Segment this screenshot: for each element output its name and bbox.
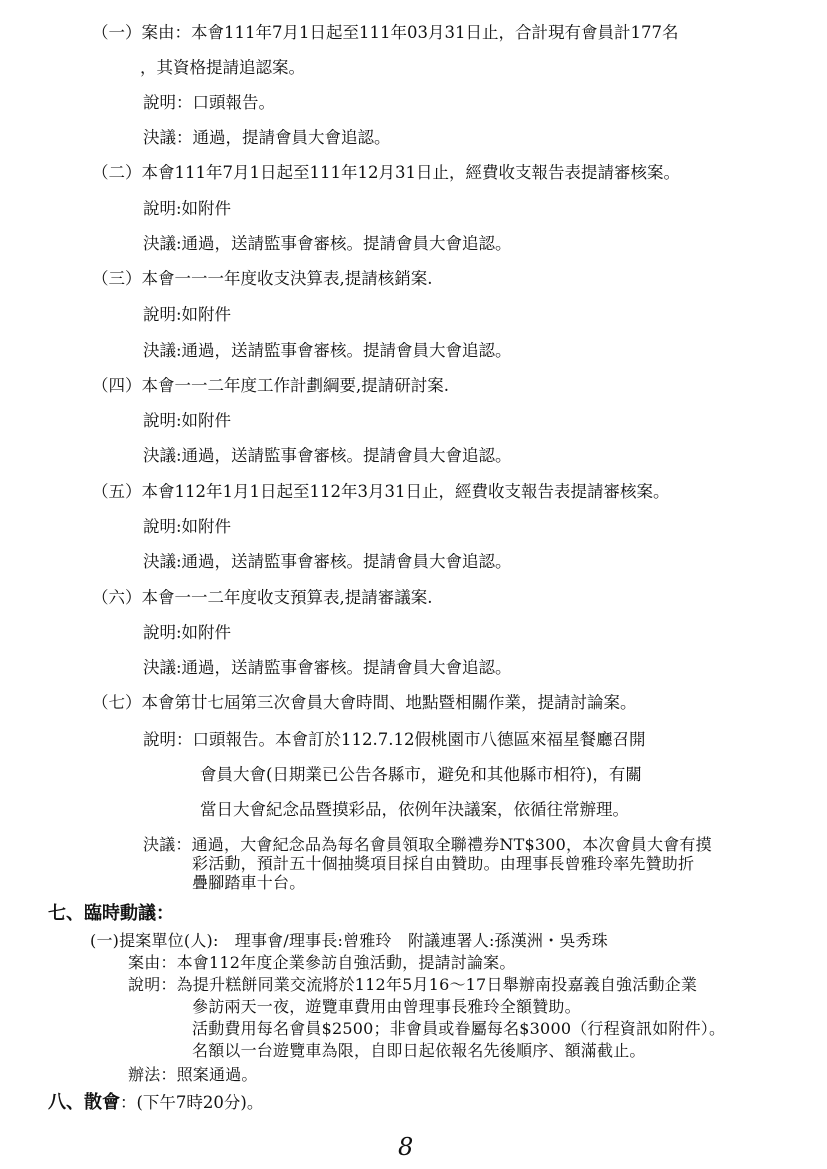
section-8-time: ：(下午7時20分)。 (120, 1093, 264, 1112)
item-7-explanation-line-1: 說明：口頭報告。本會訂於112.7.12假桃園市八德區來福星餐廳召開 (143, 730, 646, 749)
item-1-explanation: 說明：口頭報告。 (143, 93, 275, 112)
item-7-line-1: （七）本會第廿七屆第三次會員大會時間、地點暨相關作業，提請討論案。 (92, 693, 637, 712)
item-2-explanation: 說明:如附件 (143, 199, 232, 218)
item-6-line-1: （六）本會一一二年度收支預算表,提請審議案. (92, 588, 433, 607)
item-1-line-2: ，其資格提請追認案。 (140, 58, 305, 77)
item-3-resolution: 決議:通過，送請監事會審核。提請會員大會追認。 (143, 341, 512, 360)
section-7-method: 辦法：照案通過。 (128, 1065, 258, 1084)
section-8-title: 八、散會 (48, 1092, 120, 1113)
section-7-explanation-line-1: 說明：為提升糕餅同業交流將於112年5月16～17日舉辦南投嘉義自強活動企業 (128, 975, 698, 994)
section-7-explanation-line-2: 參訪兩天一夜，遊覽車費用由曾理事長雅玲全額贊助。 (192, 997, 581, 1016)
section-8 (48, 1093, 263, 1113)
section-7-title: 七、臨時動議： (48, 903, 174, 924)
item-4-line-1: （四）本會一一二年度工作計劃綱要,提請研討案. (92, 376, 449, 395)
item-7-resolution-line-1: 決議：通過，大會紀念品為每名會員領取全聯禮券NT$300，本次會員大會有摸 (143, 835, 712, 854)
section-7-explanation-line-3: 活動費用每名會員$2500；非會員或眷屬每名$3000（行程資訊如附件）。 (192, 1019, 726, 1038)
item-4-resolution: 決議:通過，送請監事會審核。提請會員大會追認。 (143, 446, 512, 465)
item-3-line-1: （三）本會一一一年度收支決算表,提請核銷案. (92, 269, 433, 288)
item-7-resolution-line-3: 疊腳踏車十台。 (192, 873, 306, 892)
item-5-explanation: 說明:如附件 (143, 517, 232, 536)
item-1-line-1: （一）案由：本會111年7月1日起至111年03月31日止，合計現有會員計177名 (92, 23, 679, 42)
section-7-explanation-line-4: 名額以一台遊覽車為限，自即日起依報名先後順序、額滿截止。 (192, 1041, 646, 1060)
item-5-resolution: 決議:通過，送請監事會審核。提請會員大會追認。 (143, 552, 512, 571)
item-5-line-1: （五）本會112年1月1日起至112年3月31日止，經費收支報告表提請審核案。 (92, 482, 670, 501)
item-3-explanation: 說明:如附件 (143, 305, 232, 324)
item-4-explanation: 說明:如附件 (143, 411, 232, 430)
section-7-case: 案由：本會112年度企業參訪自強活動，提請討論案。 (128, 953, 516, 972)
item-2-line-1: （二）本會111年7月1日起至111年12月31日止，經費收支報告表提請審核案。 (92, 163, 680, 182)
item-6-explanation: 說明:如附件 (143, 623, 232, 642)
item-2-resolution: 決議:通過，送請監事會審核。提請會員大會追認。 (143, 234, 512, 253)
item-6-resolution: 決議:通過，送請監事會審核。提請會員大會追認。 (143, 658, 512, 677)
item-7-resolution-line-2: 彩活動，預計五十個抽獎項目採自由贊助。由理事長曾雅玲率先贊助折 (192, 854, 695, 873)
section-7-proposer: (一)提案單位(人): 理事會/理事長:曾雅玲 附議連署人:孫漢洲・吳秀珠 (90, 931, 608, 950)
item-1-resolution: 決議：通過，提請會員大會追認。 (143, 128, 391, 147)
page-number: 8 (398, 1133, 414, 1161)
item-7-explanation-line-3: 當日大會紀念品暨摸彩品，依例年決議案，依循往常辦理。 (200, 800, 629, 819)
item-7-explanation-line-2: 會員大會(日期業已公告各縣市，避免和其他縣市相符)，有關 (200, 765, 642, 784)
